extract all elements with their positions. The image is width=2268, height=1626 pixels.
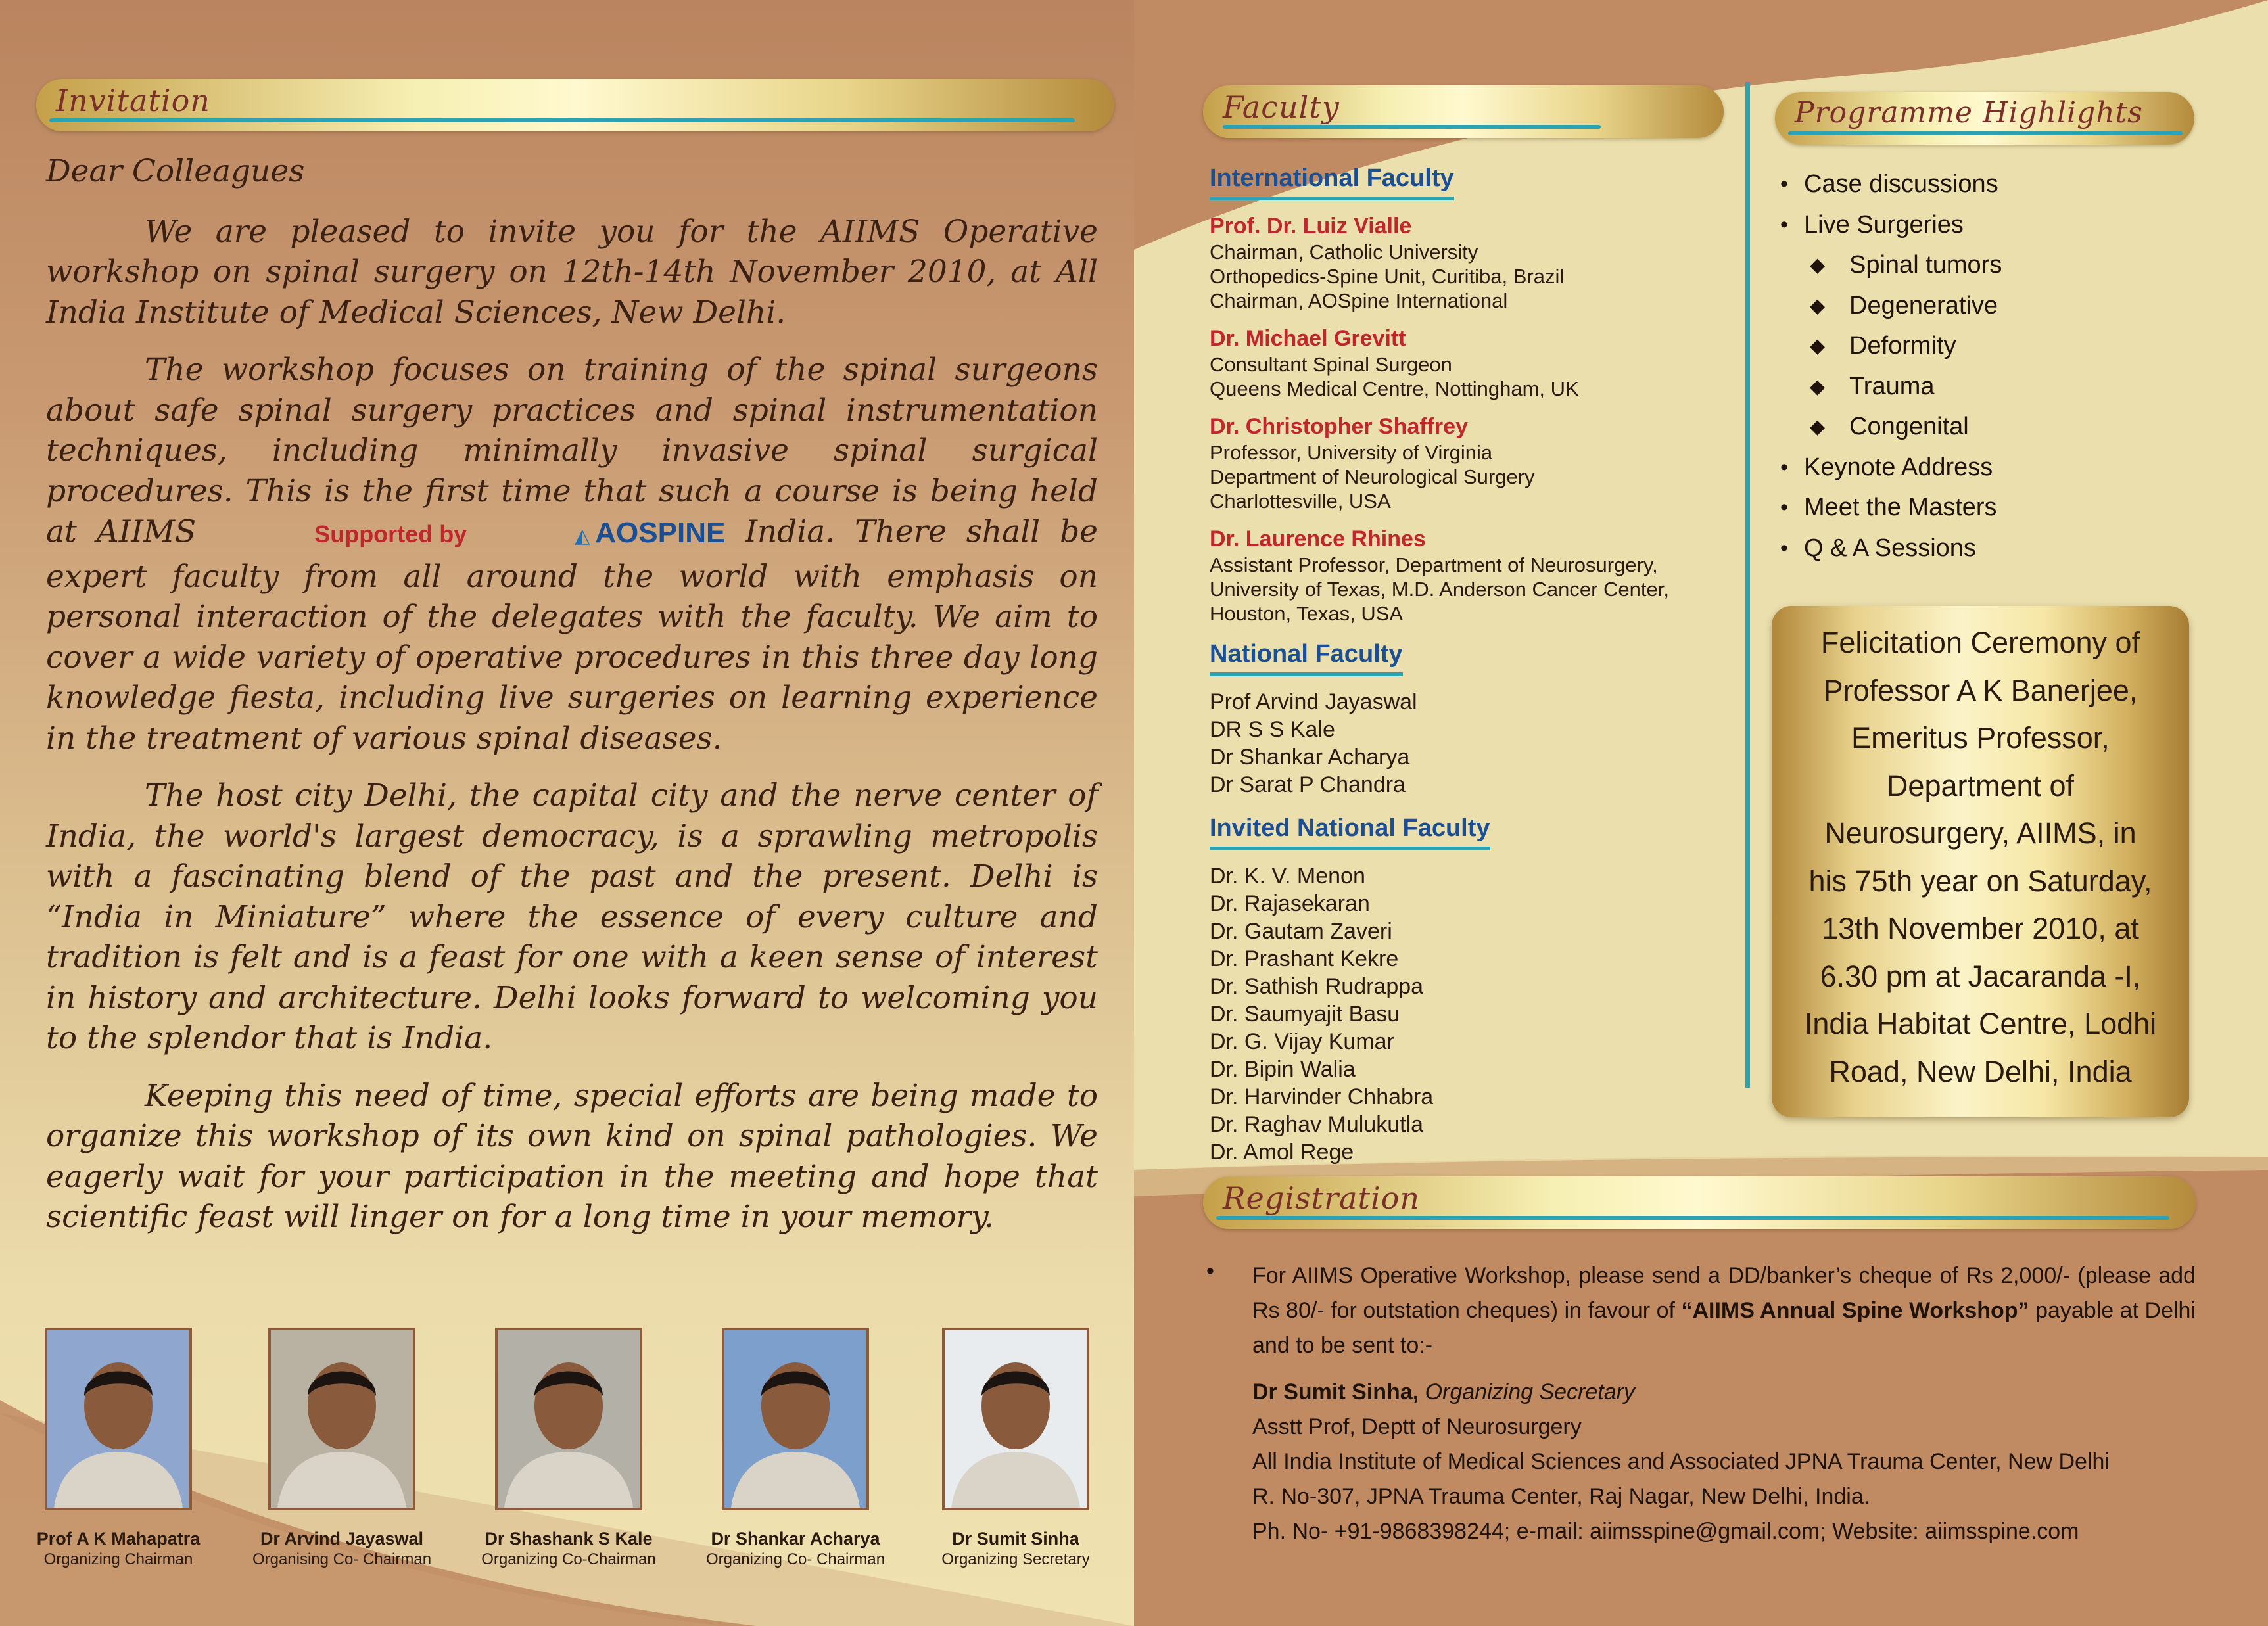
national-faculty-heading: National Faculty [1210, 640, 1403, 676]
felicitation-line: Professor A K Banerjee, [1823, 673, 2138, 707]
paragraph-2 [46, 350, 1098, 758]
aospine-logo-text: AOSPINE [595, 517, 726, 549]
supported-by-label: Supported by [314, 521, 467, 547]
faculty-name: Dr. Christopher Shaffrey [1210, 414, 1468, 439]
national-faculty-list [1210, 688, 1736, 799]
faculty-name: Dr. Michael Grevitt [1210, 326, 1406, 351]
highlight-text: Q & A Sessions [1804, 534, 1976, 562]
invited-faculty-name: Dr. Gautam Zaveri [1210, 919, 1392, 944]
highlight-text: Spinal tumors [1849, 251, 2002, 279]
invited-faculty-name: Dr. Raghav Mulukutla [1210, 1112, 1424, 1137]
invited-faculty-name: Dr. Saumyajit Basu [1210, 1002, 1400, 1027]
organizer-card [243, 1328, 440, 1569]
faculty-banner [1203, 85, 1724, 138]
highlight-text: Keynote Address [1804, 453, 1993, 481]
national-faculty-name: Prof Arvind Jayaswal [1210, 689, 1417, 714]
organizer-photo [45, 1328, 192, 1510]
contact-name: Dr Sumit Sinha, [1252, 1380, 1419, 1405]
faculty-member [1210, 525, 1736, 626]
invitation-heading: Invitation [56, 83, 210, 118]
international-faculty-list [1210, 212, 1736, 626]
organizer-name: Dr Sumit Sinha [952, 1529, 1079, 1548]
organizer-role: Organizing Co-Chairman [481, 1550, 656, 1568]
faculty-name: Prof. Dr. Luiz Vialle [1210, 214, 1412, 239]
bullet-icon: • [1206, 1259, 1214, 1284]
paragraph-1: We are pleased to invite you for the AIIMS Operative workshop on spinal surgery on 12th-14th November 2010, at All India Institute of Medical Sciences, New Delhi. [46, 213, 1098, 331]
payee-name: “AIIMS Annual Spine Workshop” [1681, 1298, 2029, 1323]
aospine-support [216, 511, 725, 557]
contact-block [1252, 1375, 2196, 1549]
faculty-affiliation: Assistant Professor, Department of Neurosurgery, [1210, 553, 1658, 576]
address-line: R. No-307, JPNA Trauma Center, Raj Nagar, New Delhi, India. [1252, 1484, 1870, 1509]
bullet-icon: • [1780, 495, 1788, 520]
international-faculty-heading: International Faculty [1210, 164, 1454, 200]
highlights-banner [1775, 92, 2194, 145]
organizer-role: Organizing Co- Chairman [705, 1550, 886, 1568]
bullet-icon: • [1780, 172, 1788, 197]
registration-heading: Registration [1223, 1180, 1421, 1216]
highlight-item [1780, 326, 2194, 367]
paragraph-3: The host city Delhi, the capital city and the nerve center of India, the world's largest democracy, is a sprawling metropolis with a fascinating blend of the past and the present. Delhi is “India in Miniature” where the essence of every culture and tradition is felt and is a feast for one with a keen sense of interest in history and architecture. Delhi looks forward to welcoming you to the splendor that is India. [46, 778, 1098, 1056]
invited-faculty-name: Dr. Harvinder Chhabra [1210, 1084, 1434, 1109]
faculty-affiliation: Houston, Texas, USA [1210, 602, 1404, 625]
diamond-bullet-icon: ◆ [1810, 254, 1826, 276]
invited-faculty-name: Dr. Prashant Kekre [1210, 946, 1399, 971]
felicitation-line: 6.30 pm at Jacaranda -I, [1820, 959, 2141, 993]
highlight-text: Trauma [1849, 372, 1935, 400]
diamond-bullet-icon: ◆ [1810, 335, 1826, 357]
highlight-text: Degenerative [1849, 291, 1998, 319]
greeting: Dear Colleagues [46, 153, 305, 189]
organizer-name: Dr Shankar Acharya [711, 1529, 880, 1548]
diamond-bullet-icon: ◆ [1810, 375, 1826, 398]
highlight-item [1780, 407, 2194, 448]
organizer-photo [268, 1328, 415, 1510]
invited-faculty-name: Dr. Amol Rege [1210, 1140, 1354, 1165]
banner-underline [1223, 125, 1601, 129]
faculty-affiliation: Chairman, Catholic University [1210, 241, 1478, 264]
felicitation-line: Felicitation Ceremony of [1820, 626, 2140, 659]
highlight-item [1780, 205, 2194, 246]
organizer-role: Organising Co- Chairman [252, 1550, 432, 1568]
felicitation-line: 13th November 2010, at [1822, 912, 2139, 945]
invited-faculty-list [1210, 862, 1736, 1166]
faculty-section [1210, 164, 1736, 1166]
highlight-item [1780, 488, 2194, 528]
bullet-icon: • [1780, 454, 1788, 480]
organizer-photo [495, 1328, 642, 1510]
highlight-item [1780, 528, 2194, 569]
intro-end: payable at Delhi and to be sent to:- [1252, 1298, 2196, 1358]
national-faculty-name: DR S S Kale [1210, 717, 1335, 742]
organizer-name: Dr Shashank S Kale [484, 1529, 653, 1548]
highlight-item [1780, 367, 2194, 407]
highlight-item [1780, 286, 2194, 327]
organizer-card [470, 1328, 667, 1569]
registration-intro [1252, 1259, 2196, 1363]
invitation-letter [46, 151, 1098, 1255]
highlights-list [1780, 164, 2194, 569]
portrait-icon [498, 1330, 640, 1508]
diamond-bullet-icon: ◆ [1810, 416, 1826, 438]
highlight-item [1780, 448, 2194, 488]
highlight-text: Congenital [1849, 413, 1969, 440]
felicitation-line: Road, New Delhi, India [1829, 1054, 2132, 1088]
invited-faculty-name: Dr. Bipin Walia [1210, 1057, 1356, 1082]
organizer-name: Prof A K Mahapatra [36, 1529, 201, 1548]
highlight-text: Meet the Masters [1804, 494, 1997, 521]
registration-banner [1203, 1176, 2196, 1229]
faculty-member [1210, 413, 1736, 513]
registration-section [1206, 1259, 2196, 1549]
faculty-affiliation: Consultant Spinal Surgeon [1210, 353, 1452, 376]
organizer-photo [942, 1328, 1089, 1510]
faculty-heading: Faculty [1223, 89, 1340, 125]
highlight-item [1780, 245, 2194, 286]
contact-title: Organizing Secretary [1425, 1380, 1635, 1405]
faculty-affiliation: Queens Medical Centre, Nottingham, UK [1210, 377, 1579, 400]
address-line: All India Institute of Medical Sciences and Associated JPNA Trauma Center, New Delhi [1252, 1449, 2110, 1474]
invited-faculty-name: Dr. Rajasekaran [1210, 891, 1370, 916]
highlight-item [1780, 164, 2194, 205]
faculty-affiliation: Professor, University of Virginia [1210, 441, 1493, 464]
faculty-name: Dr. Laurence Rhines [1210, 526, 1426, 551]
felicitation-line: Neurosurgery, AIIMS, in [1824, 816, 2137, 850]
bullet-icon: • [1780, 535, 1788, 561]
faculty-member [1210, 325, 1736, 401]
organizer-card [20, 1328, 217, 1569]
intro-text: For AIIMS Operative Workshop, please send a DD/banker’s cheque of Rs 2,000/- (please add Rs 80/- for outstation cheques) in favour of [1252, 1263, 2196, 1323]
faculty-member [1210, 212, 1736, 313]
paragraph-2-start: The workshop focuses on training of the spinal surgeons about safe spinal surgery practices and spinal instrumentation techniques, including minimally invasive spinal surgical procedures. This is the first time that such a course is being held at AIIMS [46, 352, 1098, 550]
highlight-text: Case discussions [1804, 170, 1998, 198]
banner-underline [1788, 131, 2183, 135]
organizer-role: Organizing Chairman [43, 1550, 193, 1568]
invited-faculty-name: Dr. K. V. Menon [1210, 864, 1365, 889]
diamond-bullet-icon: ◆ [1810, 294, 1826, 317]
invitation-banner [36, 79, 1114, 131]
organizer-card [697, 1328, 894, 1569]
bullet-icon: • [1780, 212, 1788, 237]
faculty-affiliation: Charlottesville, USA [1210, 490, 1391, 513]
faculty-affiliation: Department of Neurological Surgery [1210, 465, 1535, 488]
contact-address [1252, 1410, 2196, 1549]
organizer-photo [722, 1328, 869, 1510]
felicitation-line: Department of [1886, 768, 2075, 802]
portrait-icon [271, 1330, 413, 1508]
portrait-icon [945, 1330, 1087, 1508]
national-faculty-name: Dr Shankar Acharya [1210, 745, 1410, 770]
portrait-icon [47, 1330, 189, 1508]
felicitation-line: India Habitat Centre, Lodhi [1804, 1007, 2157, 1040]
national-faculty-name: Dr Sarat P Chandra [1210, 772, 1406, 797]
invited-faculty-name: Dr. Sathish Rudrappa [1210, 974, 1424, 999]
address-line: Ph. No- +91-9868398244; e-mail: aiimsspine@gmail.com; Website: aiimsspine.com [1252, 1519, 2079, 1544]
banner-underline [1216, 1216, 2169, 1220]
felicitation-line: Emeritus Professor, [1851, 721, 2110, 755]
faculty-affiliation: Orthopedics-Spine Unit, Curitiba, Brazil [1210, 265, 1565, 288]
address-line: Asstt Prof, Deptt of Neurosurgery [1252, 1414, 1582, 1439]
highlight-text: Deformity [1849, 332, 1956, 360]
aospine-logo-icon: ◭ [575, 525, 590, 547]
paragraph-2-end: India. There shall be expert faculty from all around the world with emphasis on personal interaction of the delegates with the faculty. We aim to cover a wide variety of operative procedures in this three day long knowledge fiesta, including live surgeries on learning experience in the treatment of various spinal diseases. [46, 513, 1099, 756]
felicitation-line: his 75th year on Saturday, [1808, 864, 2152, 898]
organizer-name: Dr Arvind Jayaswal [260, 1529, 424, 1548]
portrait-icon [724, 1330, 866, 1508]
highlight-text: Live Surgeries [1804, 210, 1964, 239]
organizer-card [917, 1328, 1114, 1569]
banner-underline [49, 118, 1075, 122]
column-divider [1745, 82, 1750, 1088]
felicitation-box [1772, 606, 2189, 1117]
invited-faculty-name: Dr. G. Vijay Kumar [1210, 1029, 1394, 1054]
invited-faculty-heading: Invited National Faculty [1210, 814, 1490, 850]
organizer-role: Organizing Secretary [941, 1550, 1090, 1568]
highlights-heading: Programme Highlights [1795, 96, 2143, 129]
faculty-affiliation: University of Texas, M.D. Anderson Cancer Center, [1210, 578, 1669, 601]
paragraph-4: Keeping this need of time, special efforts are being made to organize this workshop of its own kind on spinal pathologies. We eagerly wait for your participation in the meeting and hope that scientific feast will linger on for a long time in your memory. [46, 1077, 1098, 1235]
faculty-affiliation: Chairman, AOSpine International [1210, 289, 1508, 312]
